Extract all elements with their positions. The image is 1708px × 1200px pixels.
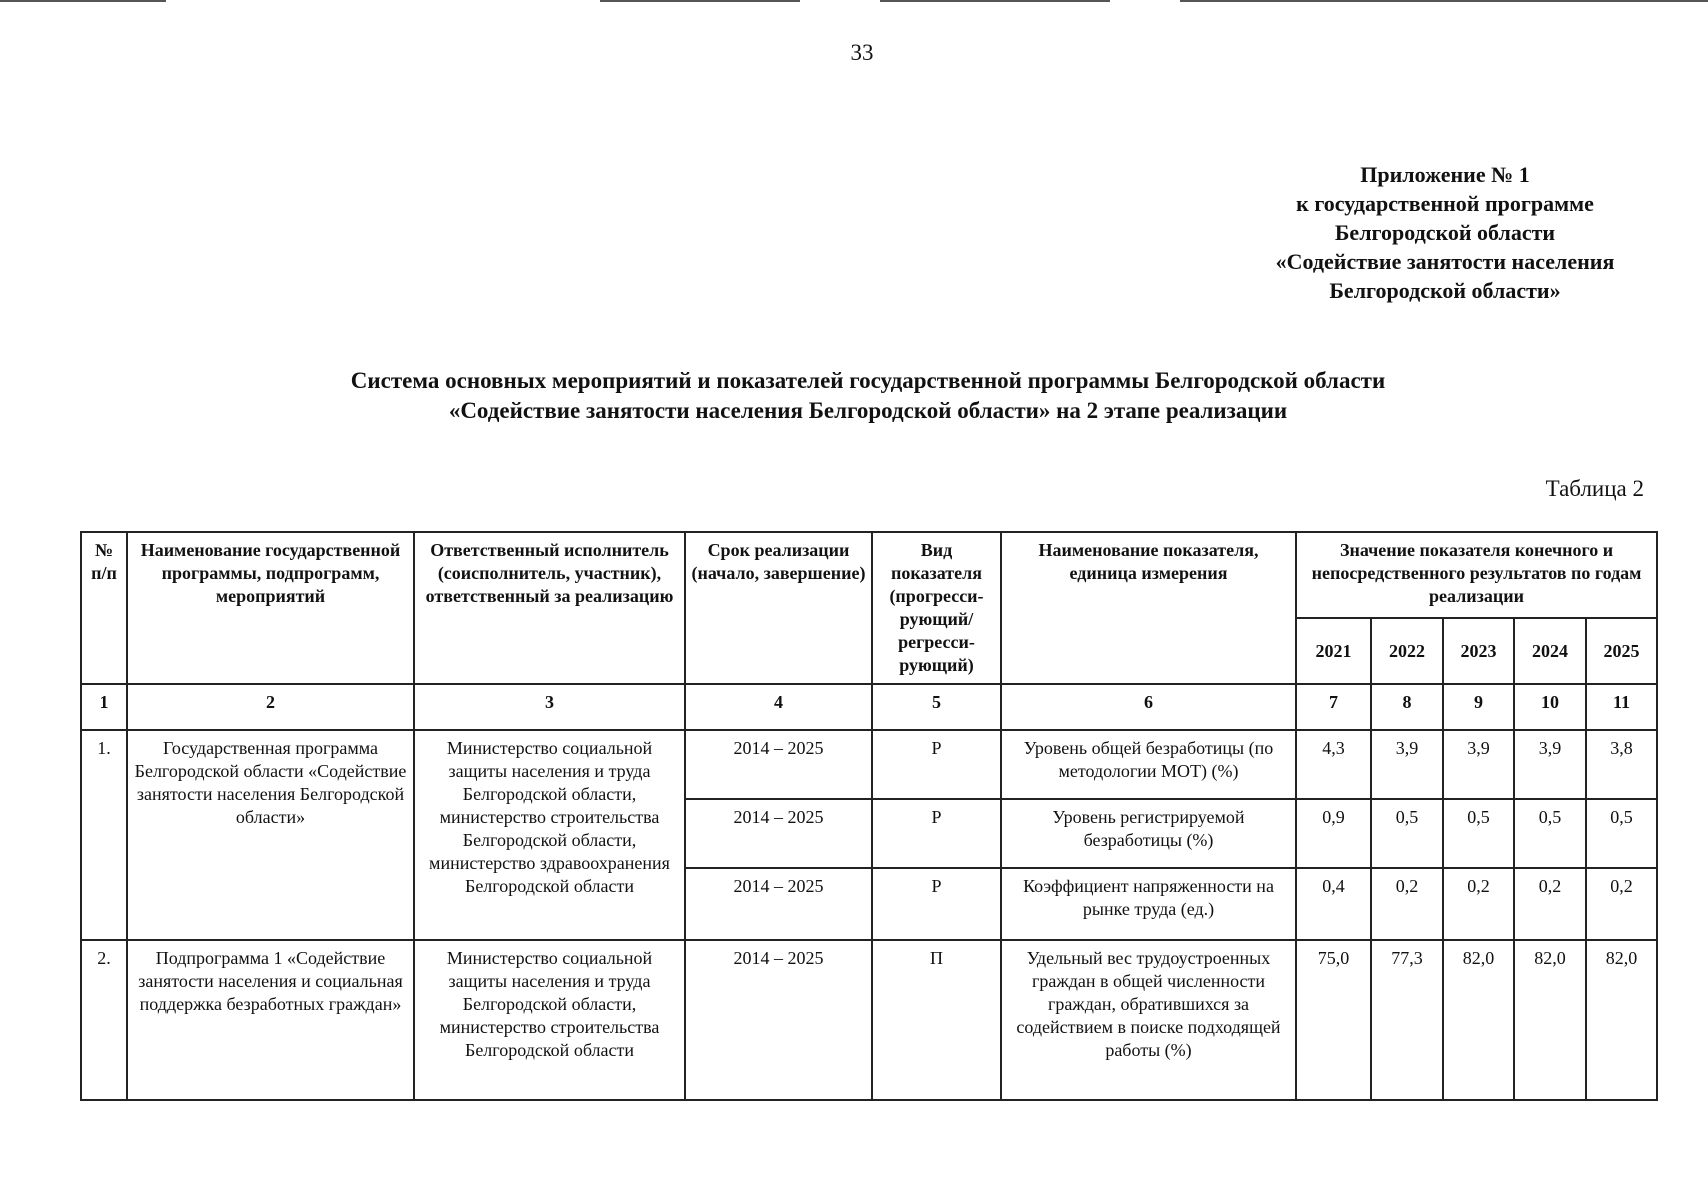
column-number: 5 — [872, 684, 1001, 730]
header-type: Вид показателя (прогресси-рующий/ регресси-рующий) — [872, 532, 1001, 684]
column-number: 9 — [1443, 684, 1514, 730]
column-number: 2 — [127, 684, 414, 730]
column-number: 10 — [1514, 684, 1586, 730]
scan-edge-line — [880, 0, 1110, 2]
scan-edge-line — [600, 0, 800, 2]
column-number: 4 — [685, 684, 872, 730]
row-period: 2014 – 2025 — [685, 940, 872, 1100]
appendix-block — [1230, 160, 1660, 305]
header-year: 2025 — [1586, 618, 1657, 684]
column-number: 8 — [1371, 684, 1443, 730]
row-value: 3,8 — [1586, 730, 1657, 799]
column-number: 3 — [414, 684, 685, 730]
row-indicator-name: Уровень общей безработицы (по методологии МОТ) (%) — [1001, 730, 1296, 799]
scan-edge-line — [0, 0, 166, 2]
indicators-table — [80, 531, 1658, 1101]
appendix-line: Приложение № 1 — [1360, 162, 1530, 187]
page-number: 33 — [850, 40, 874, 65]
appendix-line: к государственной программе — [1296, 191, 1594, 216]
header-year: 2023 — [1443, 618, 1514, 684]
row-program-name: Подпрограмма 1 «Содействие занятости населения и социальная поддержка безработных граждан» — [127, 940, 414, 1100]
document-title — [120, 366, 1616, 426]
row-value: 3,9 — [1514, 730, 1586, 799]
row-value: 0,2 — [1586, 868, 1657, 940]
column-numbers-row — [81, 684, 1657, 730]
row-value: 0,2 — [1371, 868, 1443, 940]
row-indicator-type: Р — [872, 730, 1001, 799]
row-value: 0,2 — [1443, 868, 1514, 940]
row-value: 82,0 — [1514, 940, 1586, 1100]
column-number: 11 — [1586, 684, 1657, 730]
header-num: № п/п — [81, 532, 127, 684]
row-value: 0,9 — [1296, 799, 1371, 868]
header-year: 2024 — [1514, 618, 1586, 684]
row-value: 75,0 — [1296, 940, 1371, 1100]
header-row — [81, 532, 1657, 618]
row-num: 1. — [81, 730, 127, 940]
row-value: 3,9 — [1443, 730, 1514, 799]
row-value: 3,9 — [1371, 730, 1443, 799]
row-value: 77,3 — [1371, 940, 1443, 1100]
document-title-line: Система основных мероприятий и показателей государственной программы Белгородской области — [350, 368, 1386, 393]
row-value: 0,5 — [1371, 799, 1443, 868]
header-year: 2021 — [1296, 618, 1371, 684]
row-value: 0,5 — [1514, 799, 1586, 868]
header-period: Срок реализации (начало, завершение) — [685, 532, 872, 684]
scan-edge-line — [1180, 0, 1708, 2]
row-value: 0,5 — [1586, 799, 1657, 868]
row-value: 0,5 — [1443, 799, 1514, 868]
table-label: Таблица 2 — [1545, 476, 1644, 501]
row-indicator-type: Р — [872, 799, 1001, 868]
row-value: 82,0 — [1443, 940, 1514, 1100]
row-indicator-type: Р — [872, 868, 1001, 940]
table-row — [81, 940, 1657, 1100]
row-period: 2014 – 2025 — [685, 868, 872, 940]
appendix-line: Белгородской области — [1334, 220, 1556, 245]
row-executor: Министерство социальной защиты населения и труда Белгородской области, министерство строительства Белгородской области, министерство здравоохранения Белгородской области — [414, 730, 685, 940]
document-title-line: «Содействие занятости населения Белгородской области» на 2 этапе реализации — [448, 398, 1288, 423]
column-number: 6 — [1001, 684, 1296, 730]
row-value: 82,0 — [1586, 940, 1657, 1100]
column-number: 7 — [1296, 684, 1371, 730]
row-program-name: Государственная программа Белгородской области «Содействие занятости населения Белгородской области» — [127, 730, 414, 940]
header-values-group: Значение показателя конечного и непосредственного результатов по годам реализации — [1296, 532, 1657, 618]
row-executor: Министерство социальной защиты населения и труда Белгородской области, министерство строительства Белгородской области — [414, 940, 685, 1100]
appendix-line: «Содействие занятости населения — [1275, 249, 1615, 274]
row-indicator-name: Коэффициент напряженности на рынке труда (ед.) — [1001, 868, 1296, 940]
header-name: Наименование государственной программы, подпрограмм, мероприятий — [127, 532, 414, 684]
row-indicator-type: П — [872, 940, 1001, 1100]
row-indicator-name: Уровень регистрируемой безработицы (%) — [1001, 799, 1296, 868]
header-year: 2022 — [1371, 618, 1443, 684]
appendix-line: Белгородской области» — [1329, 278, 1561, 303]
header-indicator: Наименование показателя, единица измерения — [1001, 532, 1296, 684]
row-period: 2014 – 2025 — [685, 799, 872, 868]
column-number: 1 — [81, 684, 127, 730]
row-value: 4,3 — [1296, 730, 1371, 799]
row-num: 2. — [81, 940, 127, 1100]
row-value: 0,2 — [1514, 868, 1586, 940]
row-period: 2014 – 2025 — [685, 730, 872, 799]
row-value: 0,4 — [1296, 868, 1371, 940]
table-row — [81, 730, 1657, 799]
header-executor: Ответственный исполнитель (соисполнитель, участник), ответственный за реализацию — [414, 532, 685, 684]
row-indicator-name: Удельный вес трудоустроенных граждан в общей численности граждан, обратившихся за содействием в поиске подходящей работы (%) — [1001, 940, 1296, 1100]
